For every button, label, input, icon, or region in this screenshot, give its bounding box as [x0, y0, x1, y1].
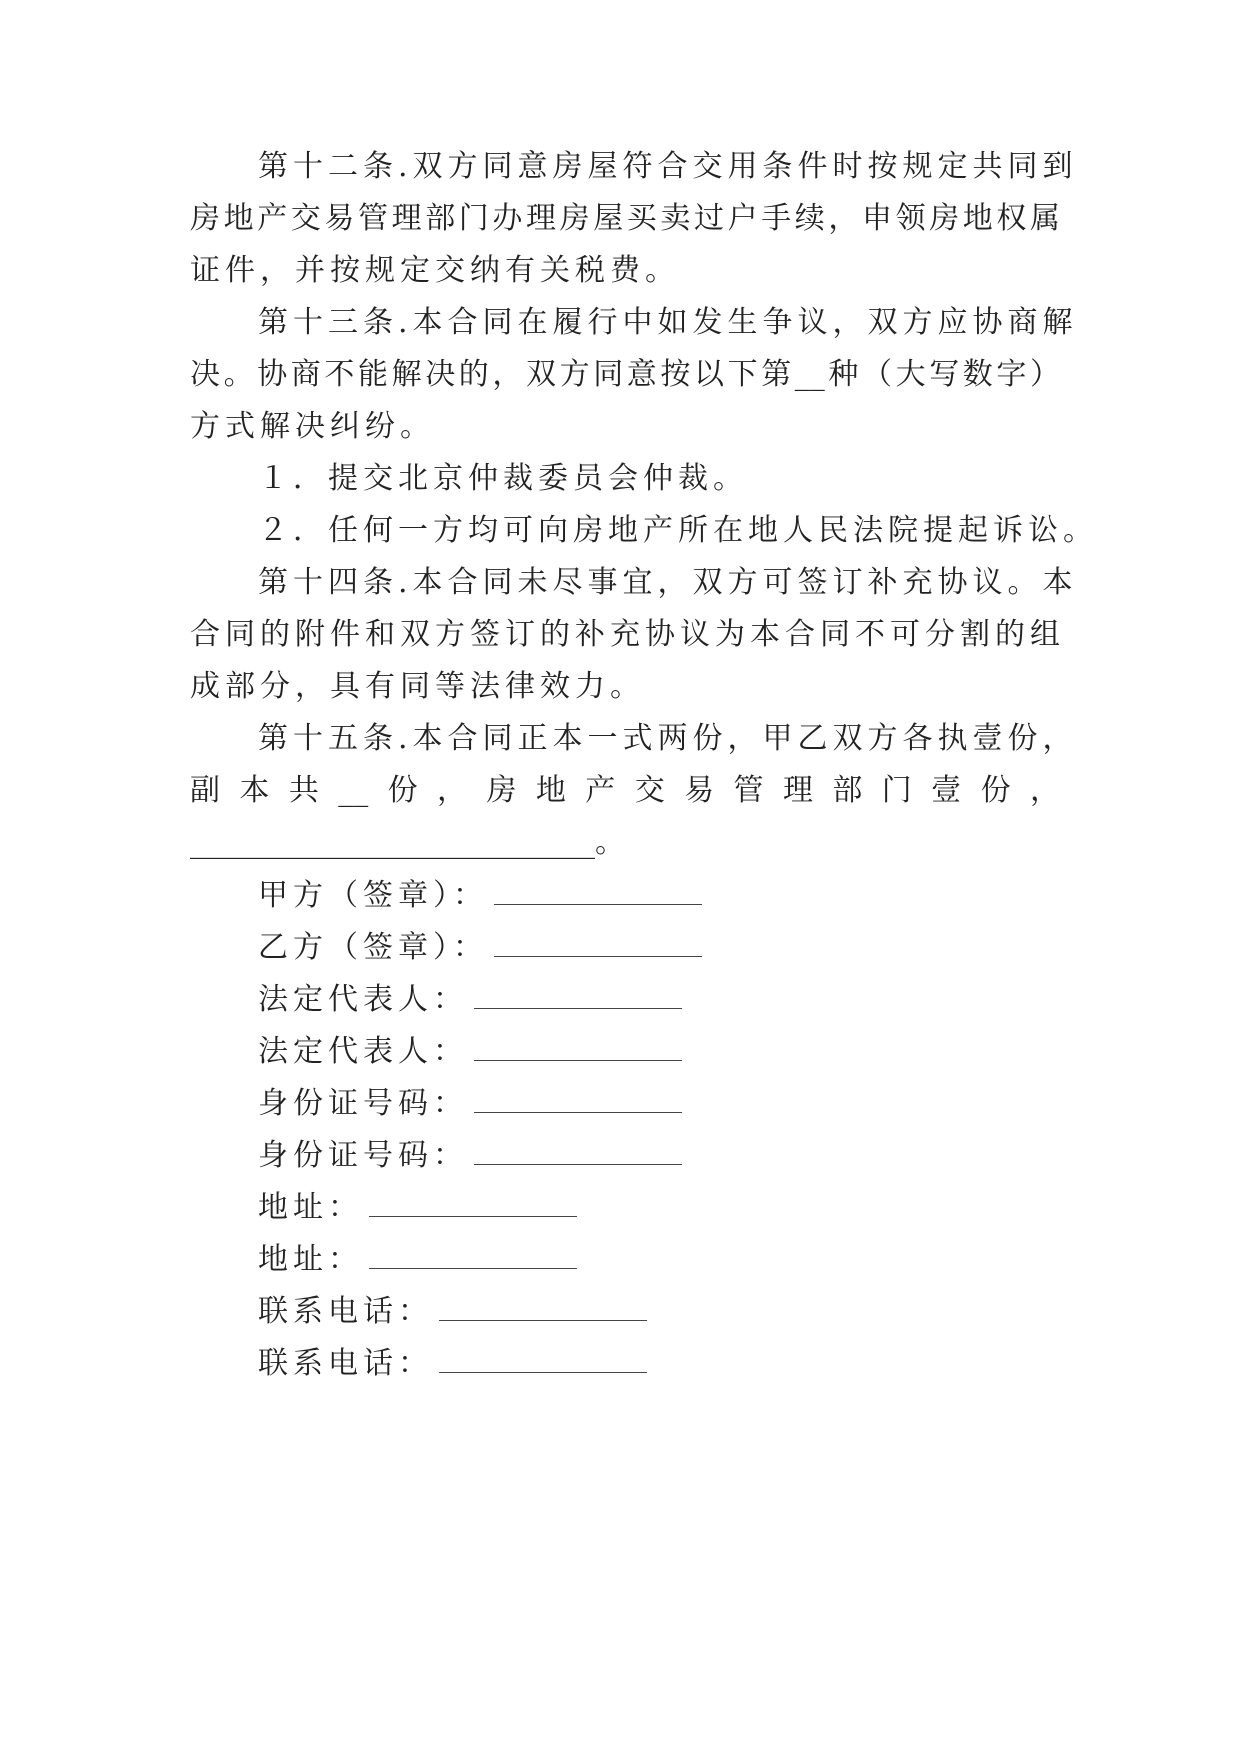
- article-15-line-3: ___________________________。: [190, 825, 625, 860]
- signature-party-b-label: 乙方（签章）：: [258, 930, 488, 965]
- id-number-1: [258, 1084, 1128, 1124]
- signature-party-b: [258, 928, 1128, 968]
- id-number-1-blank[interactable]: [474, 1084, 682, 1113]
- legal-rep-1-label: 法定代表人：: [258, 982, 468, 1017]
- signature-party-a-label: 甲方（签章）：: [258, 878, 488, 913]
- address-2-blank[interactable]: [369, 1240, 577, 1269]
- legal-rep-2-label: 法定代表人：: [258, 1034, 468, 1069]
- phone-1-blank[interactable]: [439, 1292, 647, 1321]
- article-13-option-2: ２．任何一方均可向房地产所在地人民法院提起诉讼。: [258, 513, 1098, 548]
- article-13-line-2: 决。协商不能解决的，双方同意按以下第__种（大写数字）: [190, 357, 1060, 392]
- address-2-label: 地址：: [258, 1242, 363, 1277]
- article-12-line-3: 证件，并按规定交纳有关税费。: [190, 253, 680, 288]
- legal-rep-1-blank[interactable]: [474, 980, 682, 1009]
- article-15-line-1: 第十五条.本合同正本一式两份，甲乙双方各执壹份，: [258, 721, 1078, 756]
- article-13-option-1: １．提交北京仲裁委员会仲裁。: [258, 461, 748, 496]
- article-14-line-1: 第十四条.本合同未尽事宜，双方可签订补充协议。本: [258, 565, 1078, 600]
- article-15-line-2: 副本共__份，房地产交易管理部门壹份，: [190, 773, 1060, 808]
- phone-2: [258, 1344, 1128, 1384]
- phone-2-blank[interactable]: [439, 1344, 647, 1373]
- id-number-2-blank[interactable]: [474, 1136, 682, 1165]
- article-12-line-1: 第十二条.双方同意房屋符合交用条件时按规定共同到: [258, 149, 1078, 184]
- phone-2-label: 联系电话：: [258, 1346, 433, 1381]
- signature-party-a: [258, 876, 1128, 916]
- address-1-label: 地址：: [258, 1190, 363, 1225]
- article-13-line-1: 第十三条.本合同在履行中如发生争议，双方应协商解: [258, 305, 1078, 340]
- legal-rep-1: [258, 980, 1128, 1020]
- id-number-2-label: 身份证号码：: [258, 1138, 468, 1173]
- address-2: [258, 1240, 1128, 1280]
- article-14-line-3: 成部分，具有同等法律效力。: [190, 669, 645, 704]
- article-14-line-2: 合同的附件和双方签订的补充协议为本合同不可分割的组: [190, 617, 1060, 652]
- id-number-1-label: 身份证号码：: [258, 1086, 468, 1121]
- article-12-line-2: 房地产交易管理部门办理房屋买卖过户手续，申领房地权属: [190, 201, 1060, 236]
- article-13-line-3: 方式解决纠纷。: [190, 409, 435, 444]
- legal-rep-2: [258, 1032, 1128, 1072]
- phone-1: [258, 1292, 1128, 1332]
- phone-1-label: 联系电话：: [258, 1294, 433, 1329]
- signature-party-a-blank[interactable]: [494, 876, 702, 905]
- address-1-blank[interactable]: [369, 1188, 577, 1217]
- id-number-2: [258, 1136, 1128, 1176]
- legal-rep-2-blank[interactable]: [474, 1032, 682, 1061]
- signature-party-b-blank[interactable]: [494, 928, 702, 957]
- address-1: [258, 1188, 1128, 1228]
